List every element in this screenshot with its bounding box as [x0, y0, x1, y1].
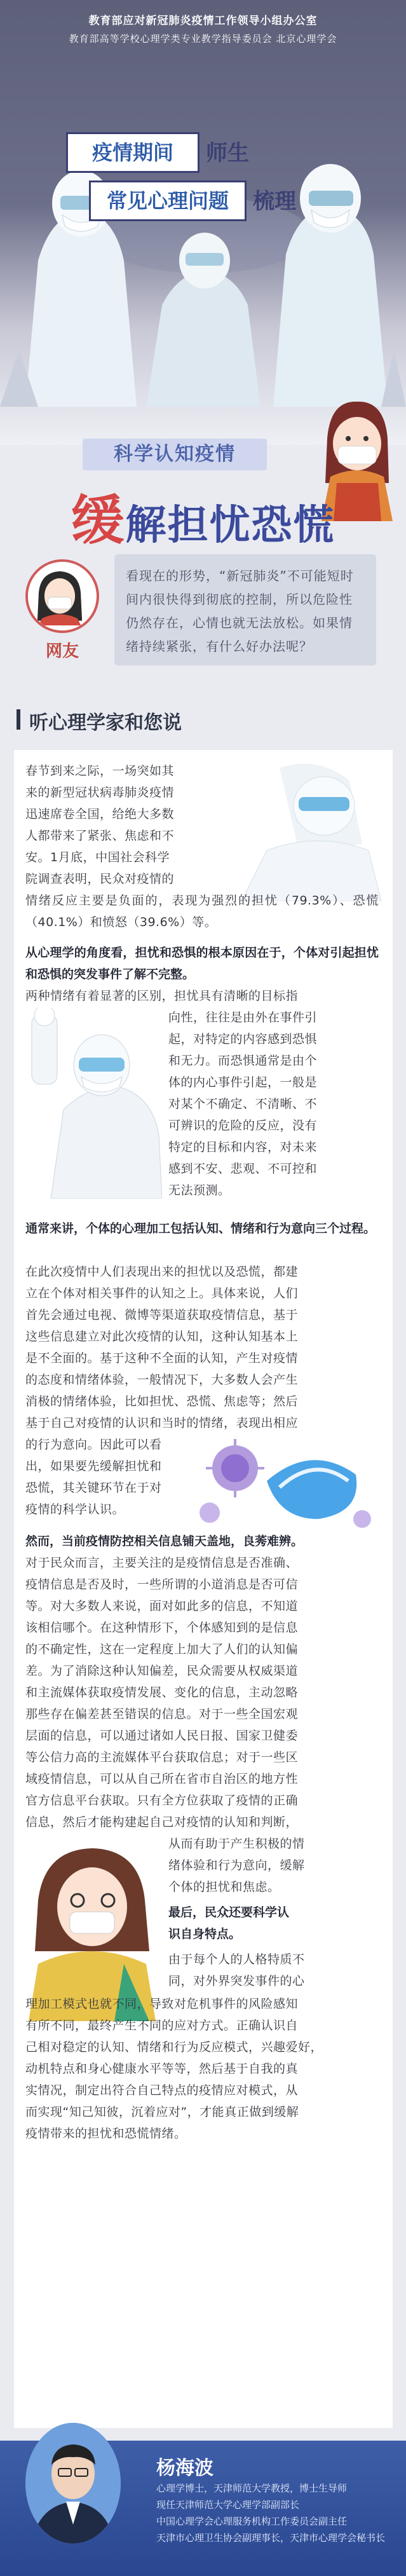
text-line: 个体的担忧和焦虑。: [168, 1880, 280, 1894]
title-box-1: 疫情期间: [66, 132, 200, 173]
para3-bold: 通常来讲，个体的心理加工包括认知、情绪和行为意向三个过程。: [25, 1222, 376, 1236]
text-line: 最后，民众还要科学认: [168, 1905, 290, 1919]
text-line: 等公信力高的主流媒体平台获取信息；对于一些区: [25, 1750, 299, 1764]
text-line: 官方信息平台获取。只有全方位获取了疫情的正确: [25, 1794, 299, 1808]
section-title: 听心理学家和您说: [29, 707, 182, 735]
text-line: 基于自己对疫情的认识和当时的情绪，表现出相应: [25, 1416, 299, 1430]
text-line: 消极的情绪体验，比如担忧、恐慌、焦虑等；然后: [25, 1394, 299, 1408]
author-name: 杨海波: [156, 2457, 213, 2479]
text-line: 春节到来之际，一场突如其: [25, 764, 175, 778]
para4-bold: 然而，当前疫情防控相关信息铺天盖地，良莠难辨。: [25, 1534, 304, 1548]
text-line: 对某个不确定、不清晰、不: [168, 1097, 318, 1111]
text-line: 院调查表明，民众对疫情的: [25, 872, 175, 886]
header-banner: [0, 0, 406, 445]
text-line: 出，如果要先缓解担忧和: [25, 1459, 162, 1473]
para1-rest: 情绪反应主要是负面的，表现为强烈的担忧（79.3%）、恐慌（40.1%）和愤怒（39.6%）等。: [25, 894, 379, 929]
text-line: 这些信息建立对此次疫情的认知，这种认知基本上: [25, 1330, 299, 1344]
text-line: 疫情信息是否及时，一些所谓的小道消息是否可信: [25, 1578, 299, 1591]
text-line: 恐慌，其关键环节在于对: [25, 1481, 162, 1495]
virus-mask-illustration: [191, 1430, 375, 1535]
text-line: 的行为意向。因此可以看: [25, 1438, 162, 1452]
para2-column: [168, 1007, 378, 1201]
text-line: 的态度和情绪体验，一般情况下，大多数人会产生: [25, 1373, 299, 1387]
text-line: 动机特点和身心健康水平等等，然后基于自我的真: [25, 2062, 299, 2076]
text-line: 可辨识的危险的反应，没有: [168, 1119, 318, 1133]
masked-woman-illustration: [19, 1830, 165, 2021]
org-line-1: 教育部应对新冠肺炎疫情工作领导小组办公室: [88, 15, 318, 27]
text-line: 疫情的科学认识。: [25, 1503, 125, 1516]
medical-staff-illustration: [0, 51, 406, 407]
para4-tail: [168, 1833, 378, 1898]
text-line: 理加工模式也就不同，导致对危机事件的风险感知: [25, 1997, 299, 2011]
raised-fist-doctor-illustration: [25, 1008, 162, 1199]
bio-line: 心理学博士，天津师范大学教授，博士生导师: [156, 2483, 348, 2494]
text-line: 该相信哪个。在这种情形下，个体感知到的是信息: [25, 1621, 299, 1635]
text-line: 是不全面的。基于这种不全面的认知，产生对疫情: [25, 1351, 299, 1365]
text-line: 有所不同，最终产生不同的应对方式。正确认识自: [25, 2019, 299, 2033]
text-line: 识自身特点。: [168, 1927, 241, 1941]
author-photo: [25, 2423, 121, 2544]
text-line: 感到不安、悲观、不可控和: [168, 1162, 318, 1176]
text-line: 在此次疫情中人们表现出来的担忧以及恐慌，都建: [25, 1265, 299, 1279]
text-line: 绪体验和行为意向，缓解: [168, 1858, 305, 1872]
para5-bold: [168, 1902, 378, 1945]
text-line: 由于每个人的人格特质不: [168, 1952, 305, 1966]
text-line: 疫情带来的担忧和恐慌情绪。: [25, 2127, 187, 2141]
bio-line: 天津市心理卫生协会副理事长，天津市心理学会秘书长: [156, 2532, 386, 2544]
org-line-2: 教育部高等学校心理学类专业教学指导委员会 北京心理学会: [69, 33, 337, 44]
text-line: 和无力。而恐惧通常是由个: [168, 1054, 318, 1068]
para2-line1: 两种情绪有着显著的区别，担忧具有清晰的目标指: [25, 989, 299, 1003]
text-line: 向性，往往是由外在事件引: [168, 1011, 318, 1025]
text-line: 等。对大多数人来说，面对如此多的信息，不知道: [25, 1599, 299, 1613]
intro-text: 看现在的形势，“新冠肺炎”不可能短时间内很快得到彻底的控制，所以危险性仍然存在，心情也就无法放松。如果情绪持续紧张，有什么好办法呢？: [126, 568, 354, 654]
text-line: 和主流媒体获取疫情发展、变化的信息，主动忽略: [25, 1686, 299, 1700]
text-line: 来的新型冠状病毒肺炎疫情: [25, 786, 175, 800]
text-line: 从而有助于产生积极的情: [168, 1837, 305, 1851]
nurse-illustration: [222, 755, 381, 901]
text-line: 的不确定性，这在一定程度上加大了人们的认知偏: [25, 1642, 299, 1656]
text-line: 信息，然后才能构建起自己对疫情的认知和判断，: [25, 1815, 299, 1829]
text-line: 起，对特定的内容感到恐惧: [168, 1032, 318, 1046]
title-box-2: 常见心理问题: [89, 181, 247, 221]
text-line: 无法预测。: [168, 1183, 231, 1197]
title-rest-1: 师生: [206, 140, 249, 166]
text-line: 安。1月底，中国社会科学: [25, 850, 170, 864]
bio-line: 中国心理学会心理服务机构工作委员会副主任: [156, 2516, 348, 2527]
subtitle-box: 科学认知疫情: [83, 439, 267, 470]
title-rest-2: 梳理: [253, 189, 296, 214]
avatar-label: 网友: [45, 642, 79, 661]
text-line: 立在个体对相关事件的认知之上。具体来说，人们: [25, 1286, 299, 1300]
bio-line: 现任天津师范大学心理学部副部长: [156, 2499, 300, 2511]
text-line: 层面的信息，可以通过诸如人民日报、国家卫健委: [25, 1729, 299, 1743]
text-line: 人都带来了紧张、焦虑和不: [25, 829, 175, 843]
text-line: 那些存在偏差甚至错误的信息。对于一些全国宏观: [25, 1707, 299, 1721]
text-line: 差。为了消除这种认知偏差，民众需要从权威渠道: [25, 1664, 299, 1678]
text-line: 域疫情信息，可以从自己所在省市自治区的地方性: [25, 1772, 299, 1786]
text-line: 特定的目标和内容，对未来: [168, 1140, 318, 1154]
text-line: 实情况，制定出符合自己特点的疫情应对模式，从: [25, 2083, 299, 2097]
text-line: 首先会通过电视、微博等渠道获取疫情信息，基于: [25, 1308, 299, 1322]
para1-column: [25, 760, 216, 890]
intro-bubble: [114, 554, 376, 665]
netizen-avatar: [25, 559, 99, 633]
author-bio: [156, 2480, 398, 2546]
para5-body: [25, 1993, 379, 2144]
text-line: 体的内心事件引起，一般是: [168, 1075, 318, 1089]
para5-column: [168, 1949, 378, 1992]
para2-bold: 从心理学的角度看，担忧和恐惧的根本原因在于，个体对引起担忧和恐惧的突发事件了解不完整。: [25, 946, 379, 981]
main-title: 缓解担忧恐慌: [71, 489, 335, 552]
text-line: 己相对稳定的认知、情绪和行为反应模式，兴趣爱好，: [25, 2040, 323, 2054]
text-line: 而实现“知己知彼，沉着应对”，才能真正做到缓解: [25, 2105, 299, 2119]
text-line: 迅速席卷全国，给绝大多数: [25, 807, 175, 821]
text-line: 对于民众而言，主要关注的是疫情信息是否准确、: [25, 1556, 299, 1570]
text-line: 同，对外界突发事件的心: [168, 1974, 305, 1988]
para4-body: [25, 1552, 379, 1833]
